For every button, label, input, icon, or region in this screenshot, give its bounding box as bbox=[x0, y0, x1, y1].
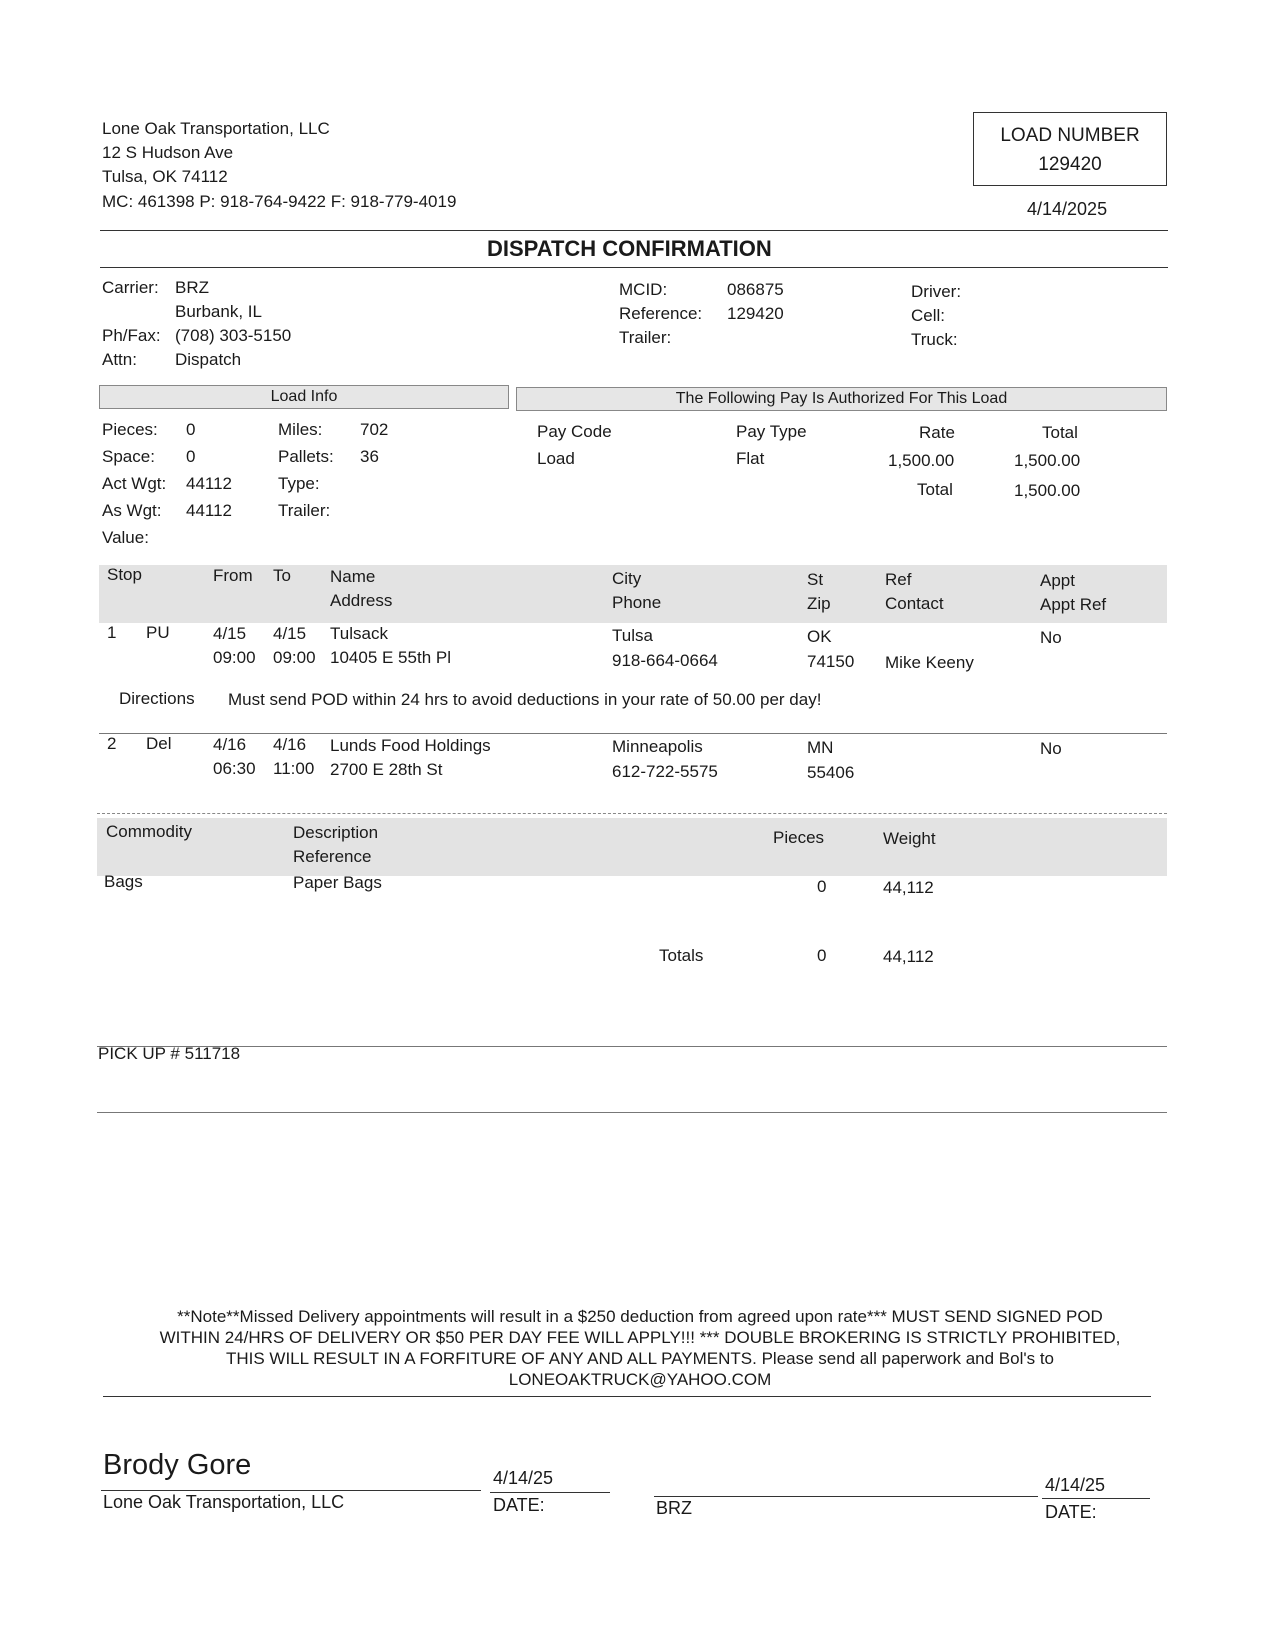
phfax-value: (708) 303-5150 bbox=[175, 326, 292, 345]
address-col-header: Address bbox=[330, 591, 393, 610]
left-sign-date: 4/14/25 bbox=[493, 1468, 554, 1488]
totals-weight: 44,112 bbox=[883, 947, 934, 966]
driver-label: Driver: bbox=[911, 282, 962, 301]
cell-label: Cell: bbox=[911, 306, 946, 325]
load-trailer-label: Trailer: bbox=[278, 501, 331, 520]
pay-code-value: Load bbox=[537, 449, 575, 468]
stop-type: Del bbox=[146, 734, 172, 753]
phone-col-header: Phone bbox=[612, 593, 662, 612]
stop-name: Tulsack bbox=[330, 624, 388, 643]
load-number-label: LOAD NUMBER bbox=[1000, 125, 1140, 146]
load-info-header: Load Info bbox=[99, 385, 509, 409]
stop-from-date: 4/16 bbox=[213, 735, 247, 754]
divider bbox=[97, 813, 1167, 814]
zip-col-header: Zip bbox=[807, 594, 831, 613]
truck-label: Truck: bbox=[911, 330, 958, 349]
total-value: 1,500.00 bbox=[1014, 451, 1081, 470]
from-col-header: From bbox=[213, 566, 253, 585]
commodity-header-band bbox=[97, 818, 1167, 876]
stop-to-date: 4/15 bbox=[273, 624, 307, 643]
mcid-label: MCID: bbox=[619, 280, 668, 299]
stop-number: 2 bbox=[107, 734, 117, 753]
to-col-header: To bbox=[273, 566, 291, 585]
stop-contact: Mike Keeny bbox=[885, 653, 974, 672]
carrier-city: Burbank, IL bbox=[175, 302, 262, 321]
note-line-3: THIS WILL RESULT IN A FORFITURE OF ANY AND ALL PAYMENTS. Please send all paperwork and Bol's to bbox=[225, 1349, 1055, 1368]
totals-pieces: 0 bbox=[817, 946, 827, 965]
stop-phone: 918-664-0664 bbox=[612, 651, 718, 670]
grand-total-value: 1,500.00 bbox=[1014, 481, 1081, 500]
mcid-value: 086875 bbox=[727, 280, 784, 299]
signer-name: Brody Gore bbox=[103, 1449, 252, 1481]
carrier-signer-company: BRZ bbox=[656, 1498, 692, 1518]
phfax-label: Ph/Fax: bbox=[102, 326, 161, 345]
signature-line bbox=[101, 1490, 481, 1491]
stop-state: OK bbox=[807, 627, 832, 646]
miles-label: Miles: bbox=[278, 420, 323, 439]
directions-label: Directions bbox=[119, 689, 195, 708]
pallets-value: 36 bbox=[360, 447, 379, 466]
total-header: Total bbox=[1042, 423, 1078, 442]
pieces-col-header: Pieces bbox=[773, 828, 825, 847]
commodity-name: Bags bbox=[104, 872, 143, 891]
company-address-line2: Tulsa, OK 74112 bbox=[102, 167, 228, 186]
city-col-header: City bbox=[612, 569, 642, 588]
commodity-col-header: Commodity bbox=[106, 822, 192, 841]
name-col-header: Name bbox=[330, 567, 376, 586]
stop-from-time: 09:00 bbox=[213, 648, 256, 667]
pickup-number: PICK UP # 511718 bbox=[98, 1044, 241, 1063]
pay-type-value: Flat bbox=[736, 449, 765, 468]
divider bbox=[97, 1046, 1167, 1047]
stop-from-date: 4/15 bbox=[213, 624, 247, 643]
divider bbox=[100, 230, 1168, 231]
stop-from-time: 06:30 bbox=[213, 759, 256, 778]
reference-col-header: Reference bbox=[293, 847, 372, 866]
note-line-4: LONEOAKTRUCK@YAHOO.COM bbox=[508, 1370, 772, 1389]
value-label: Value: bbox=[102, 528, 149, 547]
attn-label: Attn: bbox=[102, 350, 137, 369]
pay-type-header: Pay Type bbox=[736, 422, 807, 441]
reference-label: Reference: bbox=[619, 304, 703, 323]
signature-line bbox=[654, 1496, 1038, 1497]
stop-zip: 55406 bbox=[807, 763, 855, 782]
rate-value: 1,500.00 bbox=[888, 451, 955, 470]
company-address-line1: 12 S Hudson Ave bbox=[102, 143, 234, 162]
space-label: Space: bbox=[102, 447, 155, 466]
signer-company: Lone Oak Transportation, LLC bbox=[103, 1492, 345, 1512]
actwgt-label: Act Wgt: bbox=[102, 474, 167, 493]
stop-address: 2700 E 28th St bbox=[330, 760, 443, 779]
right-sign-date: 4/14/25 bbox=[1045, 1475, 1106, 1495]
stop-to-time: 09:00 bbox=[273, 648, 316, 667]
stop-col-header: Stop bbox=[107, 565, 142, 584]
contact-col-header: Contact bbox=[885, 594, 944, 613]
page-title: DISPATCH CONFIRMATION bbox=[487, 236, 772, 261]
pallets-label: Pallets: bbox=[278, 447, 334, 466]
rate-header: Rate bbox=[919, 423, 955, 442]
divider bbox=[100, 267, 1168, 268]
ref-col-header: Ref bbox=[885, 570, 912, 589]
st-col-header: St bbox=[807, 570, 824, 589]
totals-label: Totals bbox=[659, 946, 704, 965]
reference-value: 129420 bbox=[727, 304, 784, 323]
stop-to-date: 4/16 bbox=[273, 735, 307, 754]
company-name: Lone Oak Transportation, LLC bbox=[102, 119, 330, 138]
date-line bbox=[490, 1492, 610, 1493]
attn-value: Dispatch bbox=[175, 350, 242, 369]
appt-col-header: Appt bbox=[1040, 571, 1075, 590]
description-col-header: Description bbox=[293, 823, 379, 842]
trailer-label: Trailer: bbox=[619, 328, 672, 347]
right-date-label: DATE: bbox=[1045, 1502, 1097, 1522]
aswgt-value: 44112 bbox=[186, 501, 233, 520]
directions-text: Must send POD within 24 hrs to avoid deductions in your rate of 50.00 per day! bbox=[228, 690, 822, 709]
document-date: 4/14/2025 bbox=[1027, 199, 1108, 219]
divider bbox=[97, 1112, 1167, 1113]
divider bbox=[99, 733, 1167, 734]
stop-appt: No bbox=[1040, 739, 1062, 758]
pay-code-header: Pay Code bbox=[537, 422, 612, 441]
stop-city: Minneapolis bbox=[612, 737, 703, 756]
actwgt-value: 44112 bbox=[186, 474, 233, 493]
load-number-value: 129420 bbox=[1038, 154, 1102, 175]
commodity-weight: 44,112 bbox=[883, 878, 934, 897]
left-date-label: DATE: bbox=[493, 1495, 545, 1515]
commodity-description: Paper Bags bbox=[293, 873, 382, 892]
pieces-label: Pieces: bbox=[102, 420, 158, 439]
space-value: 0 bbox=[186, 447, 196, 466]
weight-col-header: Weight bbox=[883, 829, 936, 848]
stop-to-time: 11:00 bbox=[273, 759, 315, 778]
type-label: Type: bbox=[278, 474, 320, 493]
miles-value: 702 bbox=[360, 420, 389, 439]
stop-appt: No bbox=[1040, 628, 1062, 647]
stop-name: Lunds Food Holdings bbox=[330, 736, 491, 755]
stop-zip: 74150 bbox=[807, 652, 855, 671]
commodity-pieces: 0 bbox=[817, 877, 827, 896]
aswgt-label: As Wgt: bbox=[102, 501, 162, 520]
load-number-box bbox=[973, 112, 1167, 186]
appt-ref-col-header: Appt Ref bbox=[1040, 595, 1107, 614]
stop-city: Tulsa bbox=[612, 626, 653, 645]
stop-phone: 612-722-5575 bbox=[612, 762, 718, 781]
grand-total-label: Total bbox=[917, 480, 953, 499]
pieces-value: 0 bbox=[186, 420, 196, 439]
stop-number: 1 bbox=[107, 623, 117, 642]
stop-address: 10405 E 55th Pl bbox=[330, 648, 451, 667]
carrier-value: BRZ bbox=[175, 278, 209, 297]
note-line-1: **Note**Missed Delivery appointments will result in a $250 deduction from agreed upon rate*** MUST SEND SIGNED POD bbox=[177, 1307, 1103, 1326]
stop-state: MN bbox=[807, 738, 834, 757]
company-contact: MC: 461398 P: 918-764-9422 F: 918-779-4019 bbox=[102, 192, 457, 211]
divider bbox=[103, 1396, 1151, 1397]
carrier-label: Carrier: bbox=[102, 278, 159, 297]
pay-header: The Following Pay Is Authorized For This Load bbox=[516, 387, 1167, 411]
note-line-2: WITHIN 24/HRS OF DELIVERY OR $50 PER DAY FEE WILL APPLY!!! *** DOUBLE BROKERING IS STRICTLY PROHIBITED, bbox=[159, 1328, 1121, 1347]
date-line bbox=[1042, 1498, 1150, 1499]
stop-type: PU bbox=[146, 623, 170, 642]
